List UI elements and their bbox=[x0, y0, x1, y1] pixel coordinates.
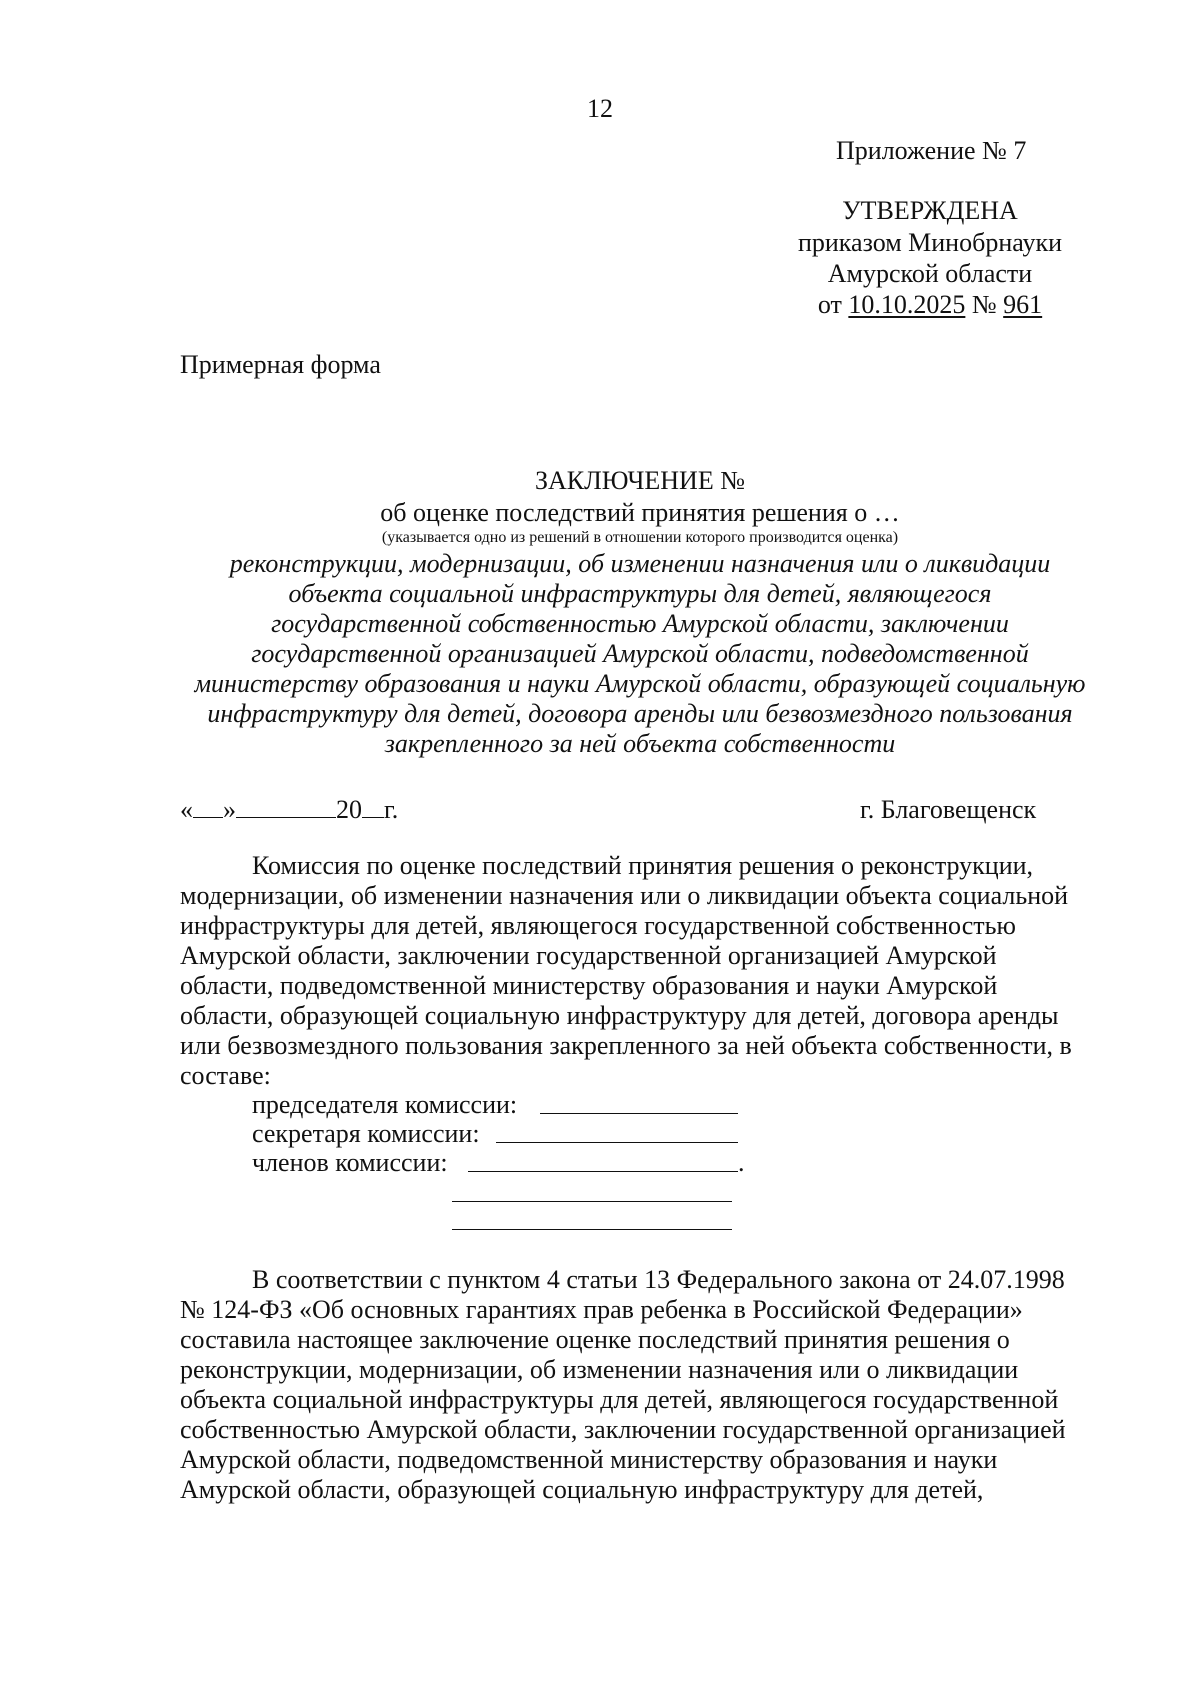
paragraph-line: составе: bbox=[180, 1061, 271, 1090]
paragraph-line: области, образующей социальную инфраструктуру для детей, договора аренды bbox=[180, 1001, 1059, 1030]
members-blank-2 bbox=[452, 1201, 732, 1202]
italic-line: государственной собственностью Амурской области, заключении bbox=[271, 609, 1009, 638]
paragraph-line: Амурской области, подведомственной министерству образования и науки bbox=[180, 1445, 998, 1474]
paragraph-line: модернизации, об изменении назначения или о ликвидации объекта социальной bbox=[180, 881, 1069, 910]
conclusion-note: (указывается одно из решений в отношении которого производится оценка) bbox=[381, 529, 899, 546]
appendix-label: Приложение № 7 bbox=[836, 136, 1027, 165]
commission-paragraph bbox=[180, 851, 1110, 1091]
paragraph-line: № 124-ФЗ «Об основных гарантиях прав ребенка в Российской Федерации» bbox=[180, 1295, 1023, 1324]
paragraph-line: реконструкции, модернизации, об изменении назначения или о ликвидации bbox=[180, 1355, 1019, 1384]
year-prefix: 20 bbox=[336, 795, 362, 824]
paragraph-line: составила настоящее заключение оценке последствий принятия решения о bbox=[180, 1325, 1010, 1354]
date-line bbox=[180, 795, 398, 825]
paragraph-line: объекта социальной инфраструктуры для детей, являющегося государственной bbox=[180, 1385, 1059, 1414]
year-blank bbox=[362, 795, 384, 818]
italic-line: реконструкции, модернизации, об изменении назначения или о ликвидации bbox=[229, 549, 1051, 578]
secretary-blank bbox=[496, 1142, 738, 1143]
approval-date-prefix: от bbox=[817, 290, 842, 319]
members-label: членов комиссии: bbox=[252, 1148, 448, 1177]
italic-line: государственной организацией Амурской области, подведомственной bbox=[251, 639, 1029, 668]
close-quote: » bbox=[223, 795, 236, 824]
members-period: . bbox=[738, 1148, 745, 1177]
approval-date-number bbox=[780, 290, 1080, 320]
italic-line: объекта социальной инфраструктуры для детей, являющегося bbox=[288, 579, 992, 608]
conclusion-italic-block bbox=[150, 549, 1130, 759]
paragraph-line: собственностью Амурской области, заключении государственной организацией bbox=[180, 1415, 1066, 1444]
approval-date: 10.10.2025 bbox=[848, 290, 966, 319]
day-blank bbox=[193, 795, 223, 818]
conclusion-title: ЗАКЛЮЧЕНИЕ № bbox=[534, 466, 746, 495]
paragraph-line: или безвозмездного пользования закрепленного за ней объекта собственности, в bbox=[180, 1031, 1072, 1060]
year-suffix: г. bbox=[384, 795, 399, 824]
paragraph-line: области, подведомственной министерству образования и науки Амурской bbox=[180, 971, 998, 1000]
form-label: Примерная форма bbox=[180, 350, 381, 379]
approval-number-sign: № bbox=[971, 290, 997, 319]
city: г. Благовещенск bbox=[860, 795, 1037, 824]
chairman-blank bbox=[540, 1113, 738, 1114]
paragraph-line: В соответствии с пунктом 4 статьи 13 Федерального закона от 24.07.1998 bbox=[252, 1265, 1065, 1294]
conclusion-subtitle: об оценке последствий принятия решения о … bbox=[380, 498, 900, 527]
approval-order: приказом Минобрнауки bbox=[797, 228, 1063, 257]
members-blank-1 bbox=[468, 1171, 738, 1172]
paragraph-line: Комиссия по оценке последствий принятия решения о реконструкции, bbox=[252, 851, 1034, 880]
italic-line: инфраструктуру для детей, договора аренды или безвозмездного пользования bbox=[207, 699, 1073, 728]
paragraph-line: Амурской области, заключении государственной организацией Амурской bbox=[180, 941, 997, 970]
month-blank bbox=[236, 795, 336, 818]
italic-line: министерству образования и науки Амурской области, образующей социальную bbox=[194, 669, 1086, 698]
secretary-label: секретаря комиссии: bbox=[252, 1119, 480, 1148]
paragraph-line: Амурской области, образующей социальную инфраструктуру для детей, bbox=[180, 1475, 984, 1504]
page-number: 12 bbox=[587, 94, 613, 123]
members-blank-3 bbox=[452, 1229, 732, 1230]
italic-line: закрепленного за ней объекта собственности bbox=[384, 729, 896, 758]
approval-region: Амурской области bbox=[827, 259, 1033, 288]
law-paragraph bbox=[180, 1265, 1110, 1505]
open-quote: « bbox=[180, 795, 193, 824]
approval-number: 961 bbox=[1003, 290, 1043, 319]
paragraph-line: инфраструктуры для детей, являющегося государственной собственностью bbox=[180, 911, 1016, 940]
approval-title: УТВЕРЖДЕНА bbox=[842, 196, 1018, 225]
chairman-label: председателя комиссии: bbox=[252, 1090, 518, 1119]
